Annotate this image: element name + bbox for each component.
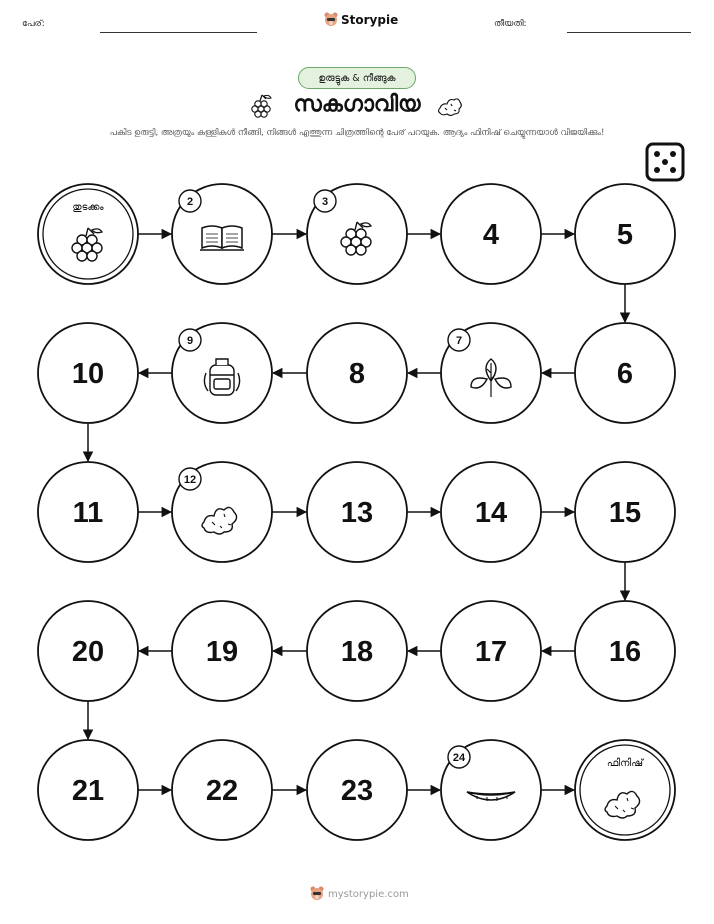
footer [310, 886, 409, 902]
board-space-19 [172, 601, 272, 701]
space-number: 17 [474, 636, 508, 668]
space-number: 22 [205, 775, 239, 807]
start-label: തുടക്കം [72, 202, 104, 213]
board-space-24 [441, 740, 541, 840]
board-space-11 [38, 462, 138, 562]
space-number: 16 [608, 636, 642, 668]
space-number: 5 [616, 219, 634, 251]
space-number: 12 [183, 474, 197, 486]
board-space-22 [172, 740, 272, 840]
brand-name: Storypie [341, 13, 399, 27]
board-space-5 [575, 184, 675, 284]
space-number: 4 [482, 219, 500, 251]
space-number: 24 [452, 752, 466, 764]
instructions: പകിട ഉരുട്ടി, അത്രയും കള്ളികൾ നീങ്ങി, നിങ്ങൾ എത്തുന്ന ചിത്രത്തിന്റെ പേര് പറയുക. ആദ്യം ഫിനിഷ് ചെയ്യുന്നയാൾ വിജയിക്കും! [109, 128, 605, 138]
space-number: 19 [205, 636, 239, 668]
board-space-14 [441, 462, 541, 562]
board-space-6 [575, 323, 675, 423]
board-space-21 [38, 740, 138, 840]
board-space-17 [441, 601, 541, 701]
board-space-13 [307, 462, 407, 562]
space-number: 8 [348, 358, 366, 390]
footer-site: mystorypie.com [328, 888, 409, 900]
space-number: 6 [616, 358, 634, 390]
space-number: 9 [186, 335, 194, 347]
board-space-16 [575, 601, 675, 701]
space-number: 7 [455, 335, 463, 347]
board-space-4 [441, 184, 541, 284]
board-space-23 [307, 740, 407, 840]
space-number: 23 [340, 775, 374, 807]
board-space-9 [172, 323, 272, 423]
space-number: 10 [71, 358, 105, 390]
activity-tag: ഉരുട്ടുക & നീങ്ങുക [298, 67, 416, 89]
board-space-18 [307, 601, 407, 701]
board-space-3 [307, 184, 407, 284]
name-label: പേര്: [22, 19, 45, 29]
bear-mascot-icon [310, 886, 324, 902]
finish-label: ഫിനിഷ് [606, 758, 644, 769]
space-number: 20 [71, 636, 105, 668]
space-number: 18 [340, 636, 374, 668]
board-space-7 [441, 323, 541, 423]
board-space-20 [38, 601, 138, 701]
board-space-1 [38, 184, 138, 284]
page-title: സകഗാവിയ [293, 92, 421, 117]
book-icon [200, 226, 244, 250]
space-number: 13 [340, 497, 374, 529]
space-number: 3 [321, 196, 329, 208]
space-number: 11 [72, 497, 104, 529]
space-number: 14 [474, 497, 508, 529]
board-space-15 [575, 462, 675, 562]
board-space-8 [307, 323, 407, 423]
board-space-12 [172, 462, 272, 562]
space-number: 15 [608, 497, 642, 529]
board-space-10 [38, 323, 138, 423]
space-number: 2 [186, 196, 194, 208]
date-label: തീയതി: [494, 19, 527, 29]
board-space-2 [172, 184, 272, 284]
space-number: 21 [71, 775, 105, 807]
board-space-25 [575, 740, 675, 840]
